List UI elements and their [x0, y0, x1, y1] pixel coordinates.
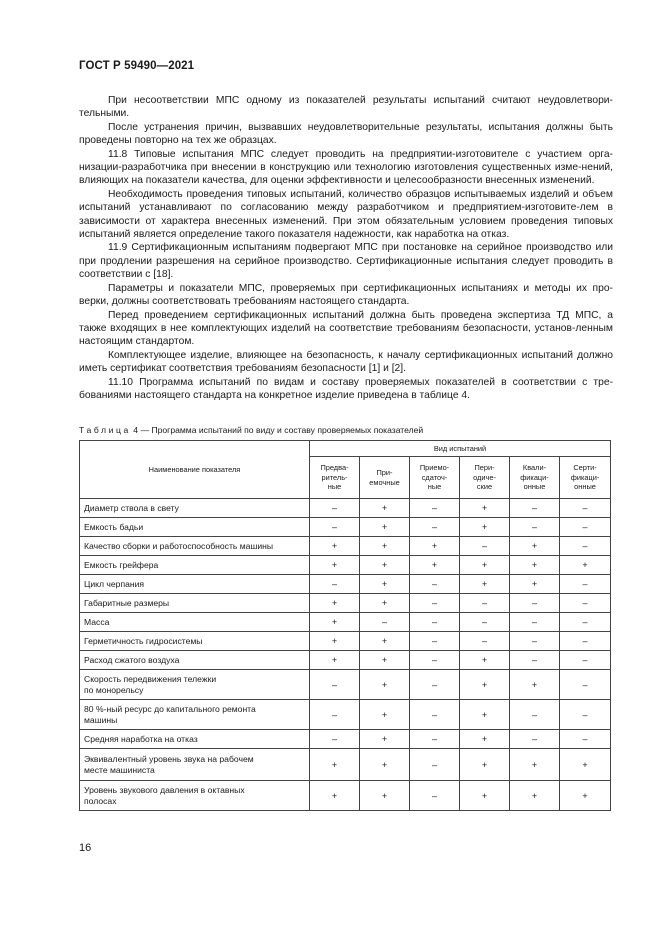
- table-row: [80, 594, 611, 613]
- test-mark: –: [510, 594, 560, 613]
- test-mark: +: [510, 537, 560, 556]
- test-mark: +: [410, 556, 460, 575]
- paragraph: 11.8 Типовые испытания МПС следует проводить на предприятии-изготовителе с участием орга-низации-разработчика при внесении в конструкцию или технологию изготовления существенных изме-нений, влияющих на показатели качества, для оценки эффективности и целесообразности внесенных изменений.: [79, 148, 613, 187]
- col-header-type: [510, 457, 560, 499]
- indicator-name-line: Емкость грейфера: [84, 559, 159, 570]
- test-mark: +: [360, 499, 410, 518]
- indicator-name: [80, 613, 310, 632]
- test-mark: –: [460, 537, 510, 556]
- indicator-name: [80, 700, 310, 730]
- test-mark: –: [510, 730, 560, 749]
- test-mark: –: [410, 651, 460, 670]
- test-mark: +: [360, 781, 410, 811]
- group-header-test-types: Вид испытаний: [310, 441, 611, 457]
- test-mark: +: [560, 749, 611, 781]
- paragraph: Параметры и показатели МПС, проверяемых при сертификационных испытаниях и методы их про-верки, должны соответствовать требованиям настоящего стандарта.: [79, 282, 613, 308]
- table-row: [80, 651, 611, 670]
- test-mark: +: [310, 781, 360, 811]
- col-header-line: фикаци-: [520, 472, 549, 482]
- test-mark: –: [510, 518, 560, 537]
- paragraph: Перед проведением сертификационных испытаний должна быть проведена экспертиза ТД МПС, а также входящих в нее комплектующих изделий на соответствие требованиям безопасности, установ-ленным настоящим стандартом.: [79, 309, 613, 348]
- table-row: [80, 670, 611, 700]
- test-mark: +: [460, 575, 510, 594]
- test-mark: –: [410, 632, 460, 651]
- indicator-name-line: Масса: [84, 616, 110, 627]
- test-mark: +: [460, 730, 510, 749]
- test-mark: –: [410, 700, 460, 730]
- test-mark: –: [310, 575, 360, 594]
- indicator-name: [80, 651, 310, 670]
- test-mark: –: [560, 537, 611, 556]
- paragraph: 11.10 Программа испытаний по видам и составу проверяемых показателей в соответствии с тре-бованиями настоящего стандарта на конкретное изделие приведена в таблице 4.: [79, 376, 613, 401]
- test-mark: +: [360, 594, 410, 613]
- indicator-name: [80, 749, 310, 781]
- col-header-line: фикаци-: [570, 472, 600, 482]
- test-mark: –: [560, 632, 611, 651]
- table-caption-text: 4 — Программа испытаний по виду и составу проверяемых показателей: [133, 425, 424, 435]
- indicator-name: [80, 499, 310, 518]
- table-row: [80, 749, 611, 781]
- test-mark: +: [460, 700, 510, 730]
- paragraph: 11.9 Сертификационным испытаниям подвергают МПС при постановке на серийное производство или при продлении разрешения на серийное производство. Сертификационные испытания следует проводить в соответствии с [18].: [79, 242, 613, 281]
- col-header-line: одиче-: [473, 472, 496, 482]
- test-mark: +: [460, 670, 510, 700]
- test-mark: +: [310, 613, 360, 632]
- test-mark: +: [460, 556, 510, 575]
- table-row: [80, 730, 611, 749]
- test-mark: –: [310, 730, 360, 749]
- test-mark: –: [460, 632, 510, 651]
- test-mark: +: [310, 632, 360, 651]
- test-mark: –: [560, 518, 611, 537]
- col-header-indicator: Наименование показателя: [80, 441, 310, 499]
- indicator-name: [80, 594, 310, 613]
- test-mark: –: [310, 518, 360, 537]
- test-mark: –: [410, 518, 460, 537]
- col-header-line: Пери-: [474, 463, 495, 473]
- test-mark: +: [310, 594, 360, 613]
- indicator-name-line: машины: [84, 714, 118, 725]
- test-mark: –: [310, 670, 360, 700]
- test-mark: +: [510, 556, 560, 575]
- test-mark: +: [360, 518, 410, 537]
- indicator-name-line: Герметичность гидросистемы: [84, 635, 203, 646]
- indicator-name-line: Средняя наработка на отказ: [84, 733, 198, 744]
- table-caption: [79, 425, 423, 435]
- test-mark: –: [560, 670, 611, 700]
- test-mark: +: [510, 749, 560, 781]
- test-mark: +: [560, 556, 611, 575]
- test-mark: +: [460, 781, 510, 811]
- indicator-name-line: Емкость бадьи: [84, 521, 144, 532]
- test-mark: –: [560, 575, 611, 594]
- table-row: [80, 499, 611, 518]
- document-header: ГОСТ Р 59490—2021: [79, 60, 195, 72]
- col-header-line: Предва-: [320, 463, 349, 473]
- col-header-line: При-: [376, 468, 393, 478]
- col-header-line: онные: [574, 482, 596, 492]
- test-mark: –: [410, 499, 460, 518]
- col-header-type: [310, 457, 360, 499]
- indicator-name: [80, 556, 310, 575]
- table-row: [80, 781, 611, 811]
- test-mark: –: [410, 670, 460, 700]
- col-header-line: онные: [523, 482, 546, 492]
- test-mark: +: [360, 651, 410, 670]
- test-mark: +: [360, 730, 410, 749]
- test-mark: –: [560, 594, 611, 613]
- test-mark: +: [310, 537, 360, 556]
- test-mark: +: [360, 575, 410, 594]
- test-mark: +: [360, 632, 410, 651]
- indicator-name: [80, 730, 310, 749]
- indicator-name: [80, 670, 310, 700]
- table-row: [80, 700, 611, 730]
- indicator-name-line: Расход сжатого воздуха: [84, 654, 180, 665]
- test-program-table: [79, 440, 611, 811]
- indicator-name-line: месте машиниста: [84, 764, 155, 775]
- col-header-line: ные: [327, 482, 342, 492]
- col-header-line: сдаточ-: [421, 472, 448, 482]
- table-row: [80, 556, 611, 575]
- col-header-line: ские: [476, 482, 493, 492]
- col-header-type: [360, 457, 410, 499]
- table-row: [80, 537, 611, 556]
- test-mark: –: [460, 613, 510, 632]
- test-mark: –: [560, 700, 611, 730]
- test-mark: –: [510, 613, 560, 632]
- col-header-type: [460, 457, 510, 499]
- table-row: [80, 613, 611, 632]
- indicator-name-line: по монорельсу: [84, 684, 144, 695]
- indicator-name-line: Диаметр ствола в свету: [84, 502, 179, 513]
- indicator-name: [80, 518, 310, 537]
- col-header-line: ные: [427, 482, 442, 492]
- test-mark: +: [310, 556, 360, 575]
- col-header-line: Квали-: [522, 463, 547, 473]
- indicator-name-line: Эквивалентный уровень звука на рабочем: [84, 753, 254, 764]
- test-mark: +: [460, 518, 510, 537]
- test-mark: –: [460, 594, 510, 613]
- col-header-type: [560, 457, 611, 499]
- paragraph: После устранения причин, вызвавших неудовлетворительные результаты, испытания должны быть проведены повторно на тех же образцах.: [79, 121, 613, 147]
- test-mark: +: [510, 781, 560, 811]
- test-mark: –: [510, 651, 560, 670]
- test-mark: –: [560, 730, 611, 749]
- test-mark: +: [360, 749, 410, 781]
- test-mark: –: [410, 594, 460, 613]
- indicator-name-line: Скорость передвижения тележки: [84, 673, 217, 684]
- test-mark: –: [410, 613, 460, 632]
- indicator-name-line: 80 %-ный ресурс до капитального ремонта: [84, 703, 256, 714]
- paragraph: При несоответствии МПС одному из показателей результаты испытаний считают неудовлетвори-тельными.: [79, 95, 613, 120]
- test-mark: +: [560, 781, 611, 811]
- indicator-name: [80, 781, 310, 811]
- col-header-type: [410, 457, 460, 499]
- test-mark: +: [460, 749, 510, 781]
- table-caption-label: Таблица: [79, 425, 131, 435]
- paragraph: Комплектующее изделие, влияющее на безопасность, к началу сертификационных испытаний должно иметь сертификат соответствия требованиям безопасности [1] и [2].: [79, 349, 613, 375]
- test-mark: –: [510, 499, 560, 518]
- test-mark: –: [510, 700, 560, 730]
- test-mark: +: [360, 556, 410, 575]
- page-number: 16: [79, 842, 92, 854]
- test-mark: +: [510, 670, 560, 700]
- test-mark: –: [310, 499, 360, 518]
- test-mark: +: [460, 499, 510, 518]
- test-mark: –: [410, 781, 460, 811]
- test-mark: +: [460, 651, 510, 670]
- test-mark: –: [560, 499, 611, 518]
- table-row: [80, 518, 611, 537]
- test-mark: –: [510, 632, 560, 651]
- test-mark: +: [310, 651, 360, 670]
- test-mark: –: [410, 575, 460, 594]
- test-mark: –: [410, 749, 460, 781]
- indicator-name-line: Цикл черпания: [84, 578, 145, 589]
- test-mark: –: [360, 613, 410, 632]
- test-mark: +: [360, 700, 410, 730]
- col-header-line: ритель-: [321, 472, 348, 482]
- table-row: [80, 632, 611, 651]
- test-mark: –: [560, 613, 611, 632]
- indicator-name: [80, 632, 310, 651]
- test-mark: +: [310, 749, 360, 781]
- test-mark: +: [510, 575, 560, 594]
- indicator-name: [80, 575, 310, 594]
- table-row: [80, 575, 611, 594]
- indicator-name-line: Качество сборки и работоспособность машины: [84, 540, 274, 551]
- col-header-line: емочные: [369, 477, 400, 487]
- indicator-name-line: Габаритные размеры: [84, 597, 170, 608]
- body-text: [79, 94, 613, 402]
- col-header-line: Приемо-: [419, 463, 450, 473]
- indicator-name-line: полосах: [84, 795, 117, 806]
- test-mark: +: [360, 537, 410, 556]
- indicator-name: [80, 537, 310, 556]
- paragraph: Необходимость проведения типовых испытаний, количество образцов испытываемых изделий и объем испытаний устанавливают по согласованию между разработчиком и предприятием-изготовите-лем в зависимости от характера внесенных изменений. При этом обязательным условием проведения типовых испытаний является определение такого показателя надежности, как наработка на отказ.: [79, 188, 613, 241]
- col-header-line: Серти-: [573, 463, 597, 473]
- test-mark: –: [410, 730, 460, 749]
- test-mark: –: [310, 700, 360, 730]
- indicator-name-line: Уровень звукового давления в октавных: [84, 784, 245, 795]
- test-mark: +: [410, 537, 460, 556]
- test-mark: +: [360, 670, 410, 700]
- test-mark: –: [560, 651, 611, 670]
